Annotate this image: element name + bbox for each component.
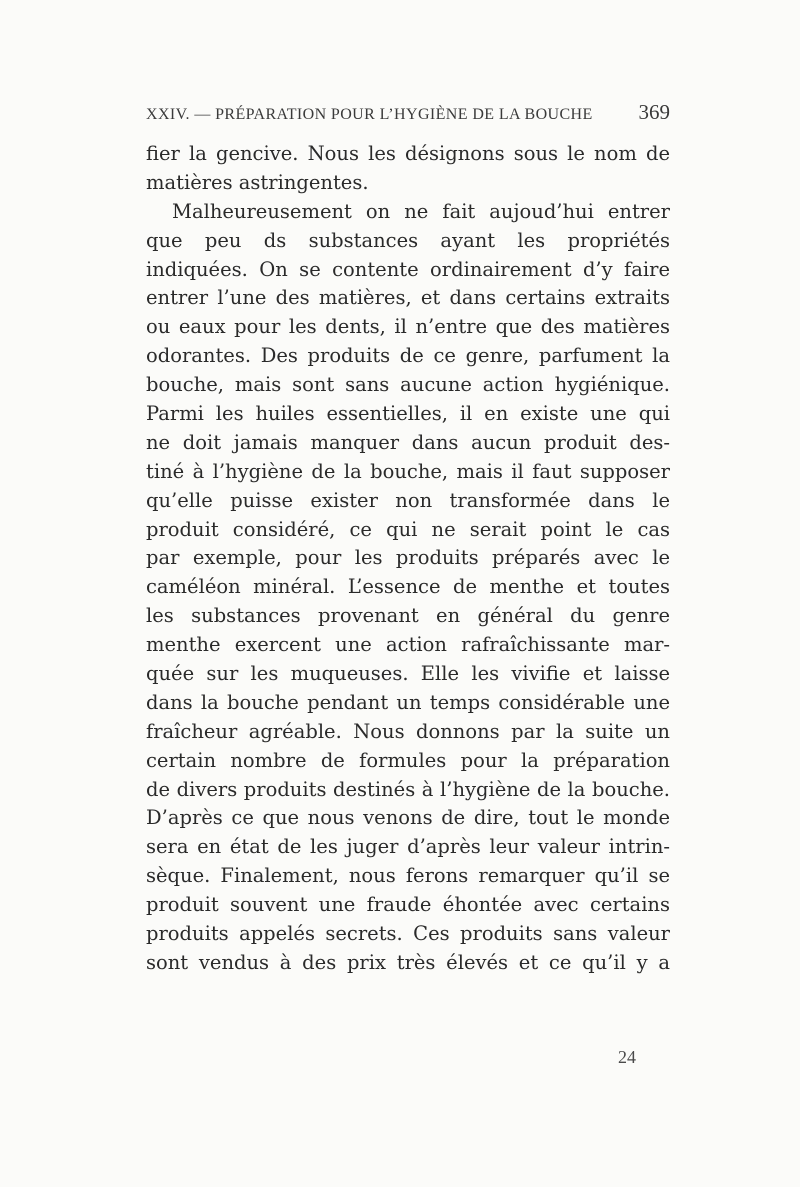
text-line: caméléon minéral. L’essence de menthe et toutes <box>146 575 670 599</box>
text-line: fraîcheur agréable. Nous donnons par la suite un <box>146 719 670 743</box>
text-line: par exemple, pour les produits préparés avec le <box>146 546 670 570</box>
text-line: D’après ce que nous venons de dire, tout le monde <box>146 806 670 830</box>
text-line: menthe exercent une action rafraîchissante mar- <box>146 633 670 657</box>
text-line: Parmi les huiles essentielles, il en existe une qui <box>146 402 670 426</box>
text-line: sera en état de les juger d’après leur valeur intrin- <box>146 835 670 859</box>
text-line: produit considéré, ce qui ne serait point le cas <box>146 517 670 541</box>
text-line: ne doit jamais manquer dans aucun produit des- <box>146 430 670 454</box>
text-line: produits appelés secrets. Ces produits sans valeur <box>146 922 670 946</box>
text-line: fier la gencive. Nous les désignons sous le nom de <box>146 142 670 165</box>
page-number: 369 <box>638 100 670 124</box>
text-line: quée sur les muqueuses. Elle les vivifie et laisse <box>146 662 670 686</box>
text-line: bouche, mais sont sans aucune action hygiénique. <box>146 373 670 397</box>
text-line: ou eaux pour les dents, il n’entre que des matières <box>146 315 670 339</box>
text-line: sèque. Finalement, nous ferons remarquer qu’il se <box>146 864 670 888</box>
text-line: entrer l’une des matières, et dans certains extraits <box>146 286 670 310</box>
text-line: les substances provenant en général du genre <box>146 604 670 628</box>
running-header <box>146 100 670 132</box>
text-line: que peu ds substances ayant les propriétés <box>146 228 670 252</box>
text-line: de divers produits destinés à l’hygiène de la bouche. <box>146 777 670 801</box>
text-line: tiné à l’hygiène de la bouche, mais il faut supposer <box>146 459 670 483</box>
text-line: indiquées. On se contente ordinairement d’y faire <box>146 257 670 281</box>
text-line: sont vendus à des prix très élevés et ce qu’il y a <box>146 950 670 974</box>
running-title: XXIV. — PRÉPARATION POUR L’HYGIÈNE DE LA BOUCHE <box>146 106 593 123</box>
text-line: certain nombre de formules pour la préparation <box>146 748 670 772</box>
body-text <box>146 140 670 1040</box>
text-line: Malheureusement on ne fait aujoud’hui entrer <box>172 199 670 223</box>
signature-mark: 24 <box>618 1047 636 1067</box>
text-line: dans la bouche pendant un temps considérable une <box>146 690 670 714</box>
text-line: qu’elle puisse exister non transformée dans le <box>146 488 670 512</box>
text-line: matières astringentes. <box>146 170 369 194</box>
text-line: produit souvent une fraude éhontée avec certains <box>146 893 670 917</box>
text-line: odorantes. Des produits de ce genre, parfument la <box>146 344 670 368</box>
